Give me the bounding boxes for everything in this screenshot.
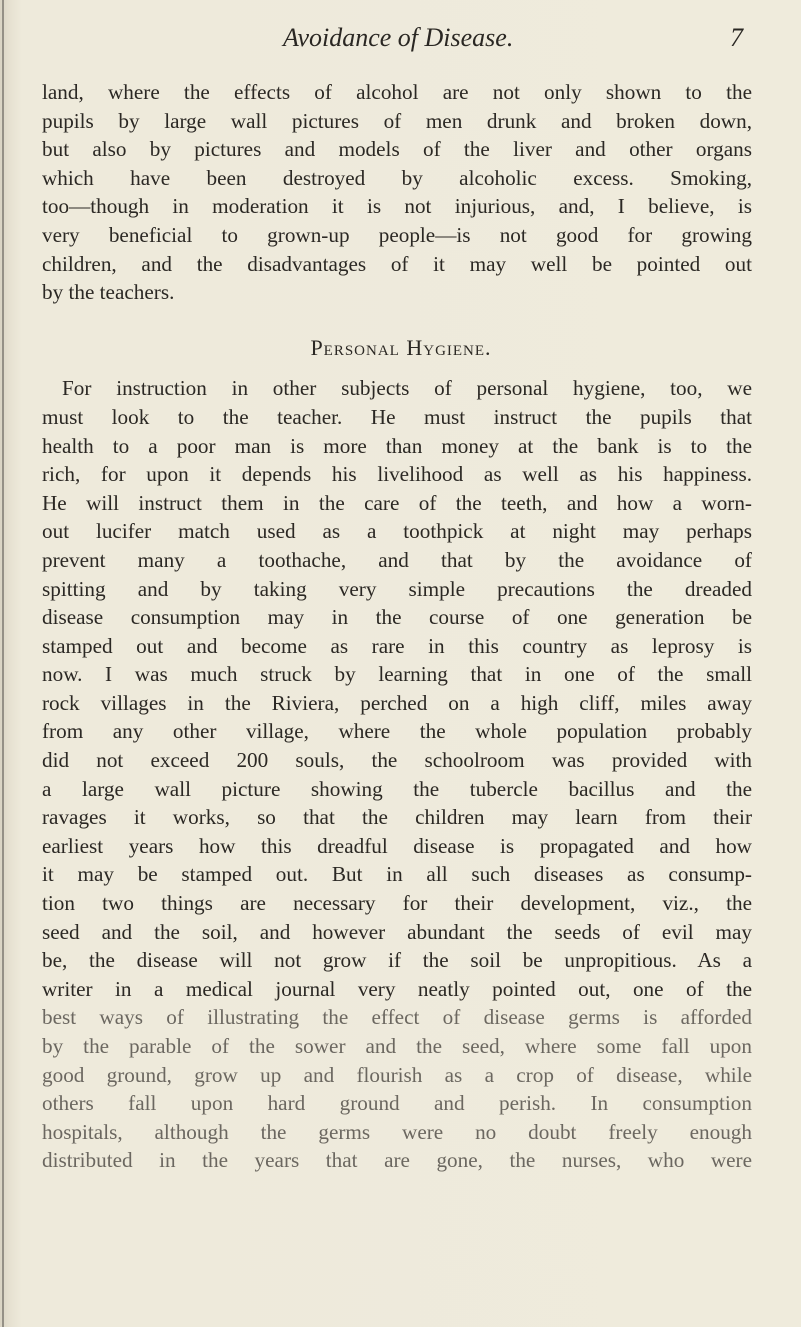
text-line: too—though in moderation it is not injurious, and, I believe, is: [42, 194, 752, 219]
text-line: land, where the effects of alcohol are not only shown to the: [42, 80, 752, 104]
text-line: health to a poor man is more than money at the bank is to the: [42, 433, 752, 458]
paragraph-alcohol-smoking: [42, 78, 752, 307]
text-line: good ground, grow up and flourish as a crop of disease, while: [42, 1062, 752, 1087]
section-heading: Personal Hygiene.: [310, 334, 492, 360]
text-line: writer in a medical journal very neatly pointed out, one of the: [42, 976, 752, 1001]
paragraph-personal-hygiene: [42, 374, 752, 1175]
text-line: rock villages in the Riviera, perched on a high cliff, miles away: [42, 690, 752, 715]
text-line: it may be stamped out. But in all such diseases as consump-: [42, 862, 752, 887]
text-line: which have been destroyed by alcoholic excess. Smoking,: [42, 165, 752, 190]
text-line: disease consumption may in the course of one generation be: [42, 605, 752, 630]
text-line: earliest years how this dreadful disease is propagated and how: [42, 833, 752, 858]
page-number: 7: [730, 23, 743, 52]
text-line: pupils by large wall pictures of men drunk and broken down,: [42, 108, 752, 133]
text-line: now. I was much struck by learning that in one of the small: [42, 662, 752, 687]
text-line: hospitals, although the germs were no doubt freely enough: [42, 1119, 752, 1144]
text-line: He will instruct them in the care of the teeth, and how a worn-: [42, 490, 752, 515]
text-line: out lucifer match used as a toothpick at night may perhaps: [42, 519, 752, 544]
text-line: must look to the teacher. He must instruct the pupils that: [42, 404, 752, 429]
text-line: ravages it works, so that the children may learn from their: [42, 805, 752, 830]
text-line: prevent many a toothache, and that by the avoidance of: [42, 547, 752, 572]
running-title: Avoidance of Disease.: [283, 23, 514, 52]
text-line: For instruction in other subjects of personal hygiene, too, we: [62, 376, 752, 401]
text-line: best ways of illustrating the effect of disease germs is afforded: [42, 1005, 752, 1030]
page-body: [42, 78, 752, 1175]
text-line: seed and the soil, and however abundant the seeds of evil may: [42, 919, 752, 944]
binding-edge: [2, 0, 4, 1327]
text-line: by the teachers.: [42, 280, 175, 305]
text-line: be, the disease will not grow if the soil be unpropitious. As a: [42, 948, 752, 973]
text-line: stamped out and become as rare in this country as leprosy is: [42, 633, 752, 658]
text-line: very beneficial to grown-up people—is not good for growing: [42, 222, 752, 247]
text-line: tion two things are necessary for their development, viz., the: [42, 891, 752, 916]
text-line: but also by pictures and models of the liver and other organs: [42, 137, 752, 162]
text-line: by the parable of the sower and the seed, where some fall upon: [42, 1034, 752, 1058]
text-line: from any other village, where the whole population probably: [42, 719, 752, 744]
text-line: did not exceed 200 souls, the schoolroom was provided with: [42, 748, 752, 773]
text-line: rich, for upon it depends his livelihood as well as his happiness.: [42, 462, 752, 487]
text-line: others fall upon hard ground and perish. In consumption: [42, 1091, 752, 1116]
text-line: spitting and by taking very simple precautions the dreaded: [42, 576, 752, 601]
text-line: children, and the disadvantages of it may well be pointed out: [42, 251, 752, 276]
text-line: a large wall picture showing the tubercle bacillus and the: [42, 776, 752, 801]
page-header: [0, 22, 801, 58]
text-line: distributed in the years that are gone, the nurses, who were: [42, 1148, 752, 1173]
